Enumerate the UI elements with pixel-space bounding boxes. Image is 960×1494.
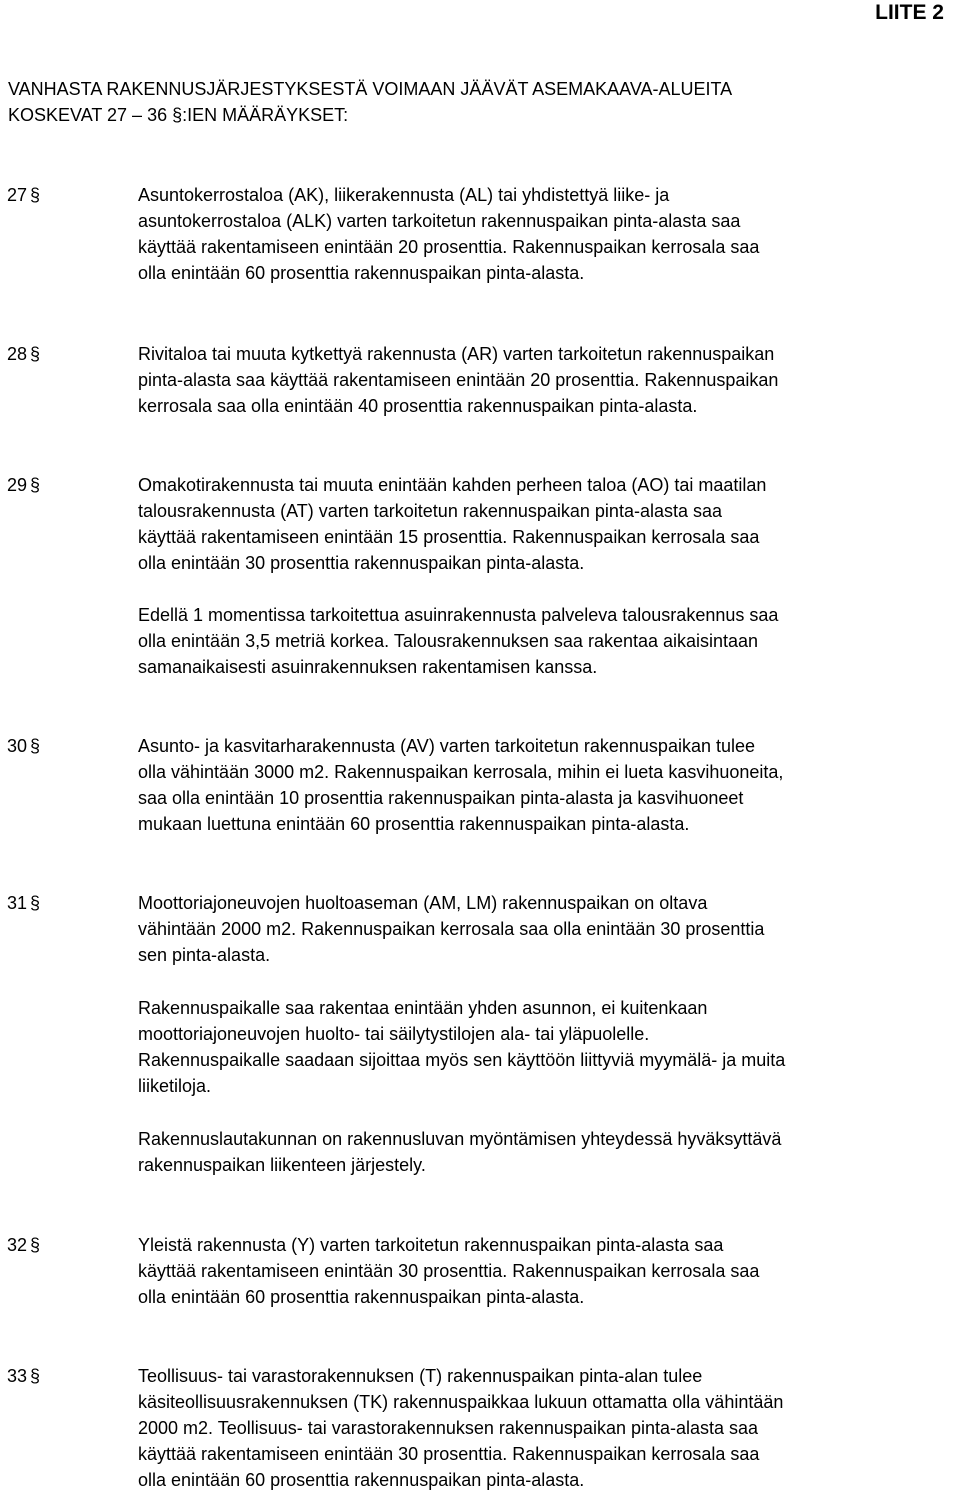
section-number: 29 <box>7 475 28 495</box>
section-paragraph: Rakennuspaikalle saa rakentaa enintään yhden asunnon, ei kuitenkaan moottoriajoneuvojen huolto- tai säilytystilojen ala- tai yläpuolelle. Rakennuspaikalle saadaan sijoittaa myös sen käyttöön liittyviä myymälä- ja muita liiketiloja. <box>138 998 786 1096</box>
section-symbol: § <box>30 475 41 495</box>
section-number: 28 <box>7 344 28 364</box>
section-symbol: § <box>30 1366 41 1386</box>
section-paragraph: Moottoriajoneuvojen huoltoaseman (AM, LM) rakennuspaikan on oltava vähintään 2000 m2. Rakennuspaikan kerrosala saa olla enintään 30 prosenttia sen pinta-alasta. <box>138 893 765 965</box>
section-paragraph: Asunto- ja kasvitarharakennusta (AV) varten tarkoitetun rakennuspaikan tulee olla vähintään 3000 m2. Rakennuspaikan kerrosala, mihin ei lueta kasvihuoneita, saa olla enintään 10 prosenttia rakennuspaikan pinta-alasta ja kasvihuoneet mukaan luettuna enintään 60 prosenttia rakennuspaikan pinta-alasta. <box>138 736 784 834</box>
section-paragraph: Edellä 1 momentissa tarkoitettua asuinrakennusta palveleva talousrakennus saa olla enintään 3,5 metriä korkea. Talousrakennuksen saa rakentaa aikaisintaan samanaikaisesti asuinrakennuksen rakentamisen kanssa. <box>138 605 779 677</box>
section-number: 27 <box>7 185 28 205</box>
section-symbol: § <box>30 185 41 205</box>
document-heading: VANHASTA RAKENNUSJÄRJESTYKSESTÄ VOIMAAN JÄÄVÄT ASEMAKAAVA-ALUEITA KOSKEVAT 27 – 36 §:IEN MÄÄRÄYKSET: <box>8 79 733 125</box>
section-symbol: § <box>30 344 41 364</box>
section-paragraph: Omakotirakennusta tai muuta enintään kahden perheen taloa (AO) tai maatilan talousrakennusta (AT) varten tarkoitetun rakennuspaikan pinta-alasta saa käyttää rakentamiseen enintään 15 prosenttia. Rakennuspaikan kerrosala saa olla enintään 30 prosenttia rakennuspaikan pinta-alasta. <box>138 475 767 573</box>
section-number: 33 <box>7 1366 28 1386</box>
section-paragraph: Teollisuus- tai varastorakennuksen (T) rakennuspaikan pinta-alan tulee käsiteollisuusrakennuksen (TK) rakennuspaikkaa lukuun ottamatta olla vähintään 2000 m2. Teollisuus- tai varastorakennuksen rakennuspaikan pinta-alasta saa käyttää rakentamiseen enintään 30 prosenttia. Rakennuspaikan kerrosala saa olla enintään 60 prosenttia rakennuspaikan pinta-alasta. <box>138 1366 784 1490</box>
section-number: 30 <box>7 736 28 756</box>
section-paragraph: Rivitaloa tai muuta kytkettyä rakennusta (AR) varten tarkoitetun rakennuspaikan pinta-alasta saa käyttää rakentamiseen enintään 20 prosenttia. Rakennuspaikan kerrosala saa olla enintään 40 prosenttia rakennuspaikan pinta-alasta. <box>138 344 779 416</box>
appendix-label: LIITE 2 <box>875 1 944 24</box>
section-paragraph: Asuntokerrostaloa (AK), liikerakennusta (AL) tai yhdistettyä liike- ja asuntokerrostaloa (ALK) varten tarkoitetun rakennuspaikan pinta-alasta saa käyttää rakentamiseen enintään 20 prosenttia. Rakennuspaikan kerrosala saa olla enintään 60 prosenttia rakennuspaikan pinta-alasta. <box>138 185 760 283</box>
section-symbol: § <box>30 893 41 913</box>
section-symbol: § <box>30 736 41 756</box>
section-symbol: § <box>30 1235 41 1255</box>
section-paragraph: Yleistä rakennusta (Y) varten tarkoitetun rakennuspaikan pinta-alasta saa käyttää rakentamiseen enintään 30 prosenttia. Rakennuspaikan kerrosala saa olla enintään 60 prosenttia rakennuspaikan pinta-alasta. <box>138 1235 760 1307</box>
section-paragraph: Rakennuslautakunnan on rakennusluvan myöntämisen yhteydessä hyväksyttävä rakennuspaikan liikenteen järjestely. <box>138 1129 782 1175</box>
section-number: 31 <box>7 893 28 913</box>
section-number: 32 <box>7 1235 28 1255</box>
